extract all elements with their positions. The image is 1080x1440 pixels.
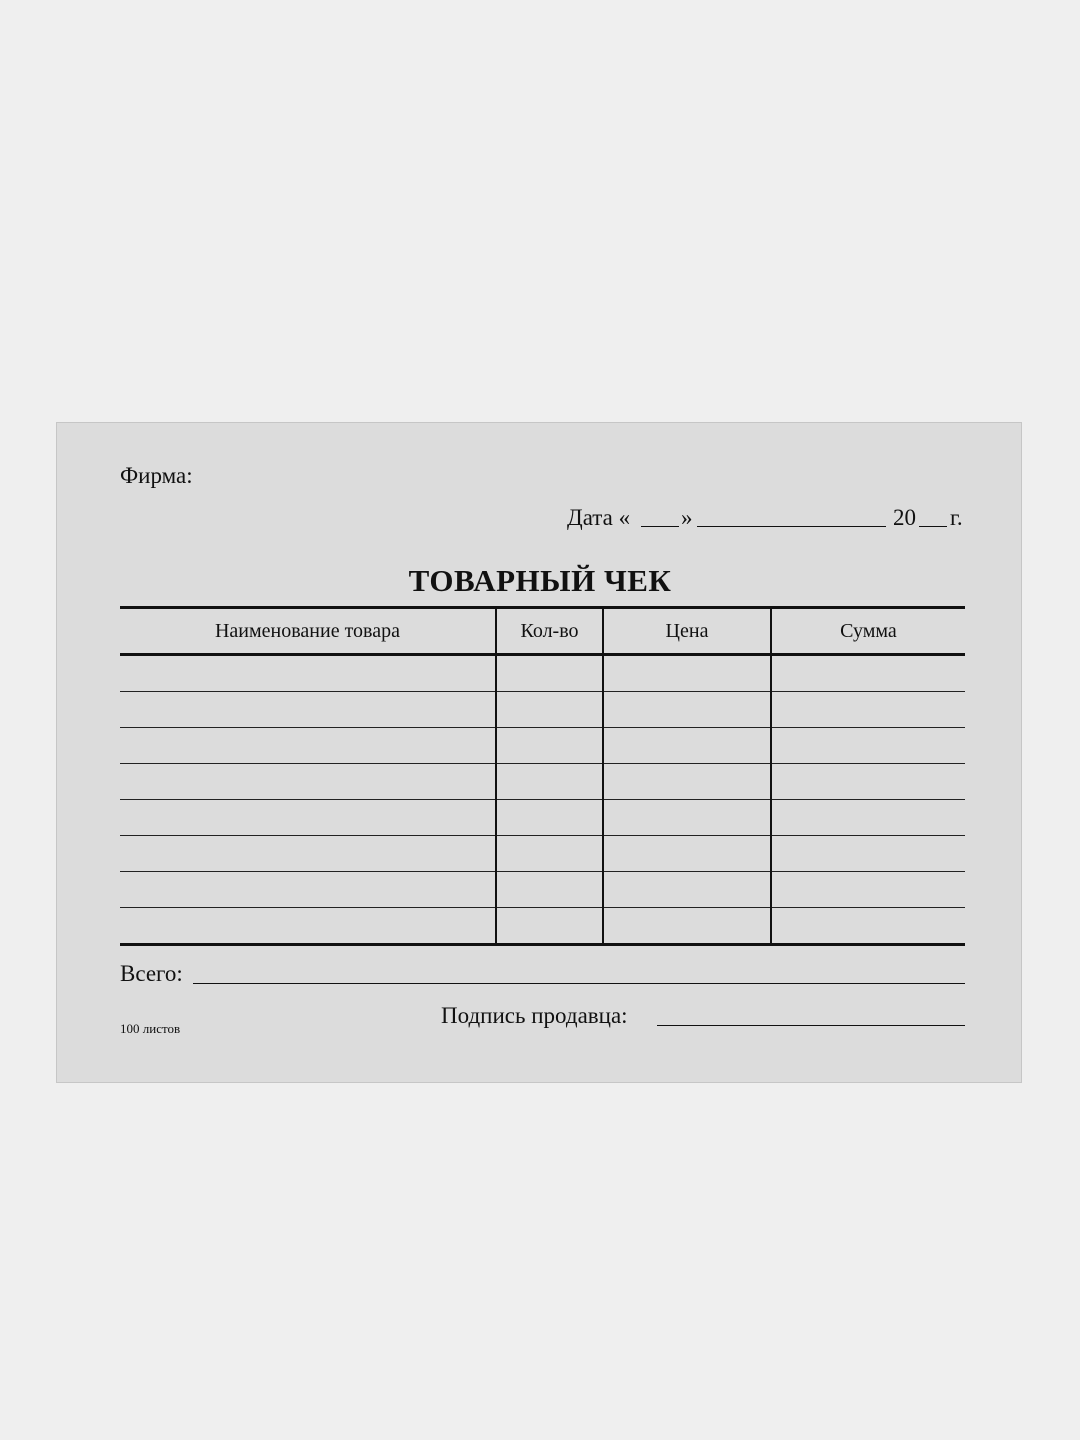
cell-price[interactable] <box>603 872 771 908</box>
cell-quantity[interactable] <box>496 728 603 764</box>
cell-price[interactable] <box>603 908 771 945</box>
cell-price[interactable] <box>603 655 771 692</box>
receipt-form <box>56 422 1022 1083</box>
table-row <box>120 872 965 908</box>
cell-sum[interactable] <box>771 836 965 872</box>
table-row <box>120 728 965 764</box>
cell-price[interactable] <box>603 764 771 800</box>
receipt-title: ТОВАРНЫЙ ЧЕК <box>408 563 672 598</box>
total-row <box>120 959 965 989</box>
table-row <box>120 908 965 945</box>
cell-price[interactable] <box>603 800 771 836</box>
cell-item-name[interactable] <box>120 836 496 872</box>
cell-quantity[interactable] <box>496 908 603 945</box>
seller-signature-label: Подпись продавца: <box>441 1003 628 1028</box>
table-row <box>120 836 965 872</box>
cell-sum[interactable] <box>771 764 965 800</box>
table-row <box>120 692 965 728</box>
total-blank[interactable] <box>193 983 965 984</box>
cell-quantity[interactable] <box>496 800 603 836</box>
cell-item-name[interactable] <box>120 655 496 692</box>
cell-sum[interactable] <box>771 872 965 908</box>
total-label: Всего: <box>120 961 183 986</box>
cell-item-name[interactable] <box>120 800 496 836</box>
cell-price[interactable] <box>603 836 771 872</box>
goods-table <box>120 606 965 946</box>
cell-item-name[interactable] <box>120 872 496 908</box>
cell-sum[interactable] <box>771 908 965 945</box>
cell-sum[interactable] <box>771 800 965 836</box>
cell-price[interactable] <box>603 692 771 728</box>
table-row <box>120 655 965 692</box>
cell-item-name[interactable] <box>120 764 496 800</box>
cell-price[interactable] <box>603 728 771 764</box>
header-sum: Сумма <box>771 608 965 655</box>
day-blank[interactable] <box>641 526 679 527</box>
month-blank[interactable] <box>697 526 886 527</box>
date-close-quote: » <box>681 505 693 530</box>
date-label: Дата « <box>567 505 631 530</box>
table-header-row <box>120 608 965 655</box>
cell-item-name[interactable] <box>120 728 496 764</box>
firm-label: Фирма: <box>120 463 193 488</box>
header-item-name: Наименование товара <box>120 608 496 655</box>
sheets-count-note: 100 листов <box>120 1021 181 1036</box>
cell-item-name[interactable] <box>120 692 496 728</box>
year-blank[interactable] <box>919 526 947 527</box>
table-row <box>120 800 965 836</box>
cell-item-name[interactable] <box>120 908 496 945</box>
year-suffix: г. <box>950 505 963 530</box>
header-quantity: Кол-во <box>496 608 603 655</box>
seller-signature-blank[interactable] <box>657 1025 965 1026</box>
cell-quantity[interactable] <box>496 872 603 908</box>
header-price: Цена <box>603 608 771 655</box>
cell-sum[interactable] <box>771 692 965 728</box>
cell-quantity[interactable] <box>496 764 603 800</box>
cell-sum[interactable] <box>771 728 965 764</box>
table-row <box>120 764 965 800</box>
cell-quantity[interactable] <box>496 692 603 728</box>
cell-quantity[interactable] <box>496 836 603 872</box>
seller-signature-row <box>441 1001 965 1031</box>
cell-sum[interactable] <box>771 655 965 692</box>
year-prefix: 20 <box>893 505 916 530</box>
cell-quantity[interactable] <box>496 655 603 692</box>
